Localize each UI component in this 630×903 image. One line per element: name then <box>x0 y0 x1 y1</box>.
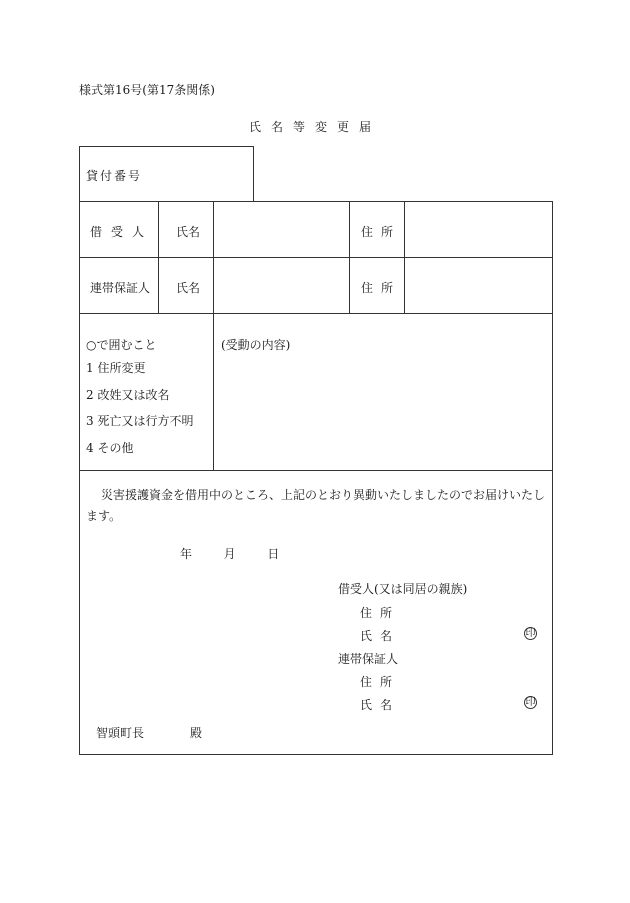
column-divider <box>158 202 159 313</box>
reason-list <box>86 362 193 468</box>
signature-guarantor-heading: 連帯保証人 <box>338 652 399 666</box>
column-divider <box>349 202 350 313</box>
reason-heading: ○で囲むこと <box>86 338 157 352</box>
guarantor-name-label: 氏名 <box>176 281 201 295</box>
column-divider <box>404 202 405 313</box>
date-line <box>180 545 279 562</box>
signature-borrower-address-label: 住所 <box>360 606 401 620</box>
column-divider <box>213 202 214 470</box>
form-number: 様式第16号(第17条関係) <box>79 83 215 97</box>
seal-icon: 印 <box>525 628 536 639</box>
loan-number-box <box>79 146 254 201</box>
reason-item: 2 改姓又は改名 <box>86 387 170 402</box>
loan-number-label: 貸付番号 <box>86 169 143 183</box>
row-divider <box>80 313 552 314</box>
signature-borrower-name-label: 氏名 <box>360 629 401 643</box>
reason-item: 4 その他 <box>86 440 134 455</box>
row-divider <box>80 257 552 258</box>
borrower-name-label: 氏名 <box>176 225 201 239</box>
reason-item: 3 死亡又は行方不明 <box>86 414 194 428</box>
date-year: 年 <box>180 547 193 561</box>
addressee-name: 智頭町長 <box>96 726 145 740</box>
seal-icon: 印 <box>525 697 536 708</box>
addressee-honorific: 殿 <box>190 726 203 740</box>
guarantor-address-label: 住所 <box>361 281 402 295</box>
reason-item: 1 住所変更 <box>86 361 146 375</box>
form-title: 氏名等変更届 <box>248 120 381 134</box>
signature-borrower-heading: 借受人(又は同居の親族) <box>338 582 468 596</box>
date-day: 日 <box>267 547 280 561</box>
declaration-text: 災害援護資金を借用中のところ、上記のとおり異動いたしましたのでお届けいたします。 <box>86 488 546 523</box>
borrower-label: 借受人 <box>90 225 154 239</box>
date-month: 月 <box>223 547 236 561</box>
guarantor-label: 連帯保証人 <box>90 281 151 295</box>
borrower-address-label: 住所 <box>361 225 402 239</box>
signature-guarantor-address-label: 住所 <box>360 675 401 689</box>
change-details-heading: (受動の内容) <box>221 338 291 352</box>
row-divider <box>80 470 552 471</box>
form-table <box>79 201 553 755</box>
signature-guarantor-name-label: 氏名 <box>360 698 401 712</box>
